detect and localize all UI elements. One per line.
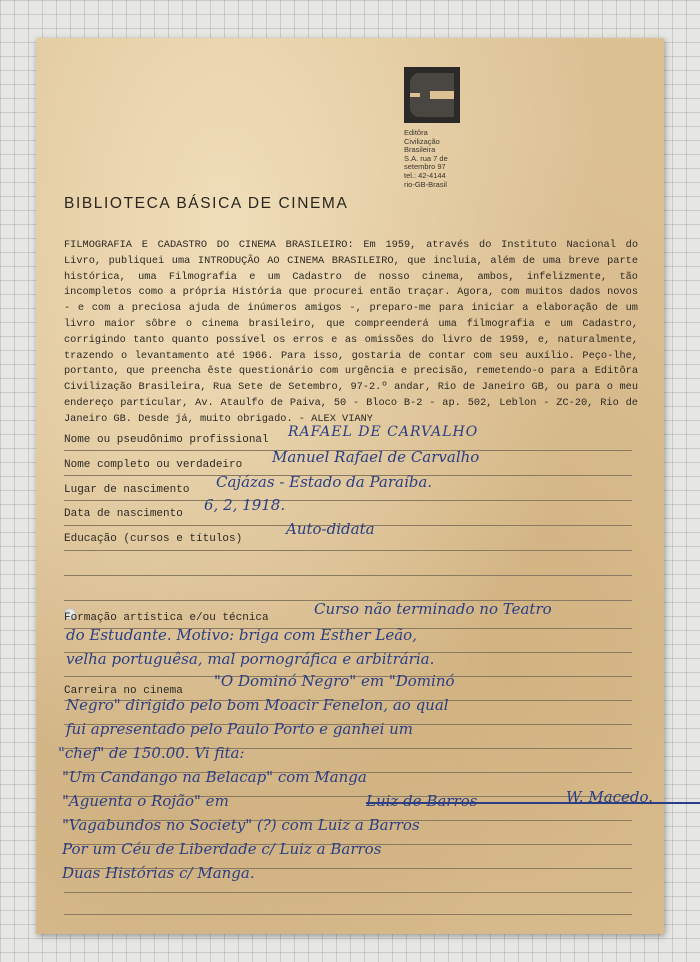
form-line: [64, 575, 632, 576]
field-label-carreira: Carreira no cinema: [64, 685, 183, 697]
field-label-education: Educação (cursos e títulos): [64, 533, 243, 545]
carreira-line: "Aguenta o Rojão" em: [62, 792, 229, 810]
publisher-line: tel.: 42-4144: [404, 170, 446, 180]
carreira-line: "Um Candango na Belacap" com Manga: [62, 768, 367, 786]
publisher-line: S.A. rua 7 de: [404, 153, 448, 163]
carreira-line: Duas Histórias c/ Manga.: [62, 864, 255, 882]
publisher-logo: [404, 67, 460, 123]
field-value-birthplace: Cajázas - Estado da Paraíba.: [216, 473, 433, 491]
carreira-line: fui apresentado pelo Paulo Porto e ganhei um: [66, 720, 414, 738]
field-value-education: Auto-didata: [286, 520, 375, 538]
formacao-line: do Estudante. Motivo: briga com Esther Leão,: [66, 626, 417, 644]
carreira-line: "chef" de 150.00. Vi fita:: [58, 744, 245, 762]
margin-note: W. Macedo.: [566, 788, 654, 806]
field-value-fullname: Manuel Rafael de Carvalho: [272, 448, 480, 466]
carreira-line: Negro" dirigido pelo bom Moacir Fenelon, ao qual: [66, 696, 449, 714]
form-line: [64, 500, 632, 501]
publisher-line: Brasileira: [404, 145, 436, 155]
publisher-line: Editôra: [404, 128, 428, 137]
field-label-birthdate: Data de nascimento: [64, 508, 183, 520]
formacao-line: velha portuguêsa, mal pornográfica e arbitrária.: [66, 650, 435, 668]
field-label-birthplace: Lugar de nascimento: [64, 484, 190, 496]
carreira-line: Por um Céu de Liberdade c/ Luiz a Barros: [62, 840, 382, 858]
intro-paragraph: FILMOGRAFIA E CADASTRO DO CINEMA BRASILEIRO: Em 1959, através do Instituto Nacional do Livro, publiquei uma INTRODUÇÃO AO CINEMA BRASILEIRO, que incluia, além de uma breve parte histórica, uma Filmografia e um Cadastro de nosso cinema, ambos, infelizmente, tão incompletos como a própria História que procurei então traçar. Agora, com muitos dados novos - e com a preciosa ajuda de inúmeros amigos -, preparo-me para iniciar a elaboração de um livro maior sôbre o cinema brasileiro, que compreenderá uma filmografia e um Cadastro, corrigindo tanto quanto possível os erros e as omissões do livro de 1959, e, naturalmente, trazendo o levantamento até 1966. Para isso, gostaria de contar com seu auxílio. Peço-lhe, portanto, que preencha êste questionário com urgência e precisão, remetendo-o para a Editôra Civilização Brasileira, Rua Sete de Setembro, 97-2.º andar, Rio de Janeiro GB, ou para o meu endereço particular, Av. Ataulfo de Paiva, 50 - Bloco B-2 - ap. 502, Leblon - ZC-20, Rio de Janeiro GB. Desde já, muito obrigado. - ALEX VIANY: [64, 239, 638, 425]
field-value-birthdate: 6, 2, 1918.: [204, 496, 286, 514]
field-value-pseudonym: RAFAEL DE CARVALHO: [288, 424, 479, 440]
publisher-line: rio-GB-Brasil: [404, 179, 447, 189]
carreira-line: "Vagabundos no Society" (?) com Luiz a Barros: [62, 816, 420, 834]
struck-text: Luiz de Barros: [366, 792, 700, 810]
publisher-address: [404, 129, 484, 189]
carreira-line: "O Dominó Negro" em "Dominó: [214, 672, 455, 690]
page-title: BIBLIOTECA BÁSICA DE CINEMA: [64, 195, 349, 212]
publisher-line: Civilização: [404, 136, 440, 146]
questionnaire-sheet: [36, 38, 664, 934]
form-line: [64, 550, 632, 551]
field-label-fullname: Nome completo ou verdadeiro: [64, 459, 243, 471]
form-line: [64, 892, 632, 893]
field-label-formacao: Formação artística e/ou técnica: [64, 612, 269, 624]
field-label-pseudonym: Nome ou pseudônimo profissional: [64, 434, 269, 446]
formacao-line: Curso não terminado no Teatro: [314, 600, 552, 618]
publisher-line: setembro 97: [404, 162, 446, 172]
form-line: [64, 914, 632, 915]
